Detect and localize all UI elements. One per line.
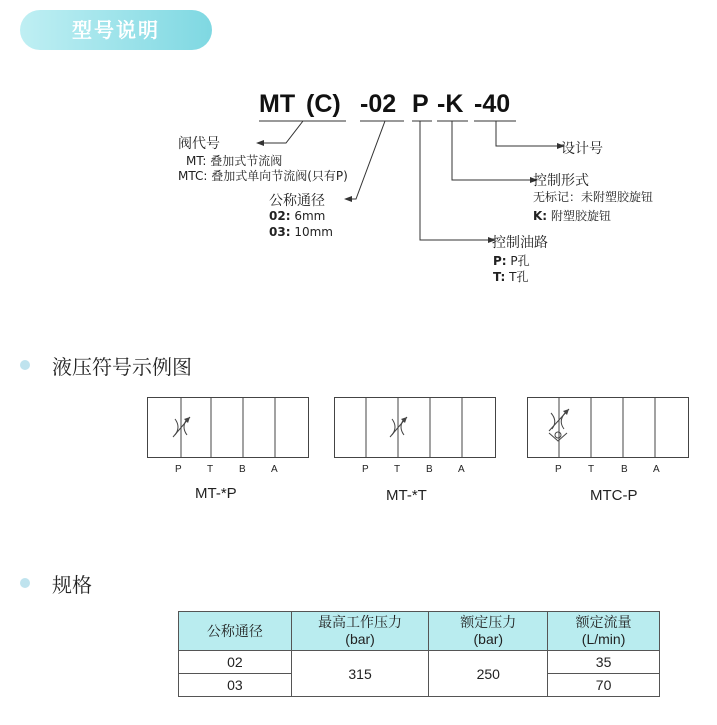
control-port-p-key: P: [493,254,507,268]
symbol-mt-p [147,397,309,459]
symbol-mtc-p [527,397,689,459]
code-design: -40 [474,90,511,118]
spec-header-size [179,612,292,651]
valve-code-title: 阀代号 [178,136,220,152]
control-port-title: 控制油路 [492,235,548,251]
valve-code-mtc [178,167,348,184]
symbol-caption: MTC-P [590,487,638,504]
port-label: P [362,464,369,475]
header-line: 最高工作压力 [318,614,403,630]
header-line: 额定压力 [460,614,517,630]
control-port-t-key: T: [493,270,506,284]
port-label: A [271,464,278,475]
header-unit: (bar) [345,631,375,647]
header-line: 公称通径 [206,622,263,639]
page-title: 型号说明 [72,18,160,42]
port-label: B [239,464,246,475]
control-form-title: 控制形式 [533,173,589,189]
port-label: A [458,464,465,475]
leader-lines [0,0,717,330]
control-form-k-key: K: [533,209,548,223]
header-unit: (L/min) [581,631,626,647]
nominal-size-03-key: 03: [269,225,291,239]
spec-header-flow [548,612,660,651]
control-form-k-desc: 附塑胶旋钮 [550,209,611,223]
section-bullet [20,360,30,370]
code-mt: MT [259,90,296,118]
control-form-none: 无标记：未附塑胶旋钮 [533,190,654,204]
control-port-p-val: P孔 [510,254,530,268]
spec-section-title: 规格 [52,573,92,597]
cell-flow: 70 [548,674,660,697]
control-port-t-val: T孔 [509,270,529,284]
nominal-size-03-val: 10mm [294,225,333,239]
valve-code-mt-key: MT: [186,154,207,168]
cell-size: 02 [179,651,292,674]
code-c: (C) [306,90,341,118]
port-label: A [653,464,660,475]
spec-header-max-pressure [291,612,429,651]
cell-size: 03 [179,674,292,697]
header-unit: (bar) [473,631,504,647]
code-size: -02 [360,90,397,118]
symbol-caption: MT-*T [386,487,427,504]
nominal-size-title: 公称通径 [269,193,325,209]
port-label: T [588,464,595,475]
section-bullet [20,578,30,588]
port-label: T [394,464,401,475]
spec-header-rated-pressure [429,612,548,651]
nominal-size-02-key: 02: [269,209,291,223]
valve-code-mt-desc: 叠加式节流阀 [210,154,283,168]
code-knob: -K [437,90,464,118]
control-form-k [533,207,611,224]
port-label: B [621,464,628,475]
cell-flow: 35 [548,651,660,674]
header-line: 额定流量 [575,614,632,630]
spec-table [178,611,660,697]
symbol-mt-t [334,397,496,459]
port-label: P [555,464,562,475]
code-port: P [412,90,429,118]
symbols-section-title: 液压符号示例图 [52,355,192,379]
port-label: P [175,464,182,475]
port-label: B [426,464,433,475]
table-row [179,651,660,674]
control-port-p [493,252,530,269]
nominal-size-02-val: 6mm [294,209,326,223]
cell-max-pressure: 315 [291,651,429,697]
spec-header-row [179,612,660,651]
valve-code-mtc-desc: 叠加式单向节流阀(只有P) [211,169,348,183]
nominal-size-02 [269,209,325,223]
nominal-size-03 [269,225,333,239]
port-label: T [207,464,214,475]
valve-code-mtc-key: MTC: [178,169,208,183]
symbol-caption: MT-*P [195,485,237,502]
control-port-t [493,268,529,285]
cell-rated-pressure: 250 [429,651,548,697]
design-no-title: 设计号 [561,141,603,157]
